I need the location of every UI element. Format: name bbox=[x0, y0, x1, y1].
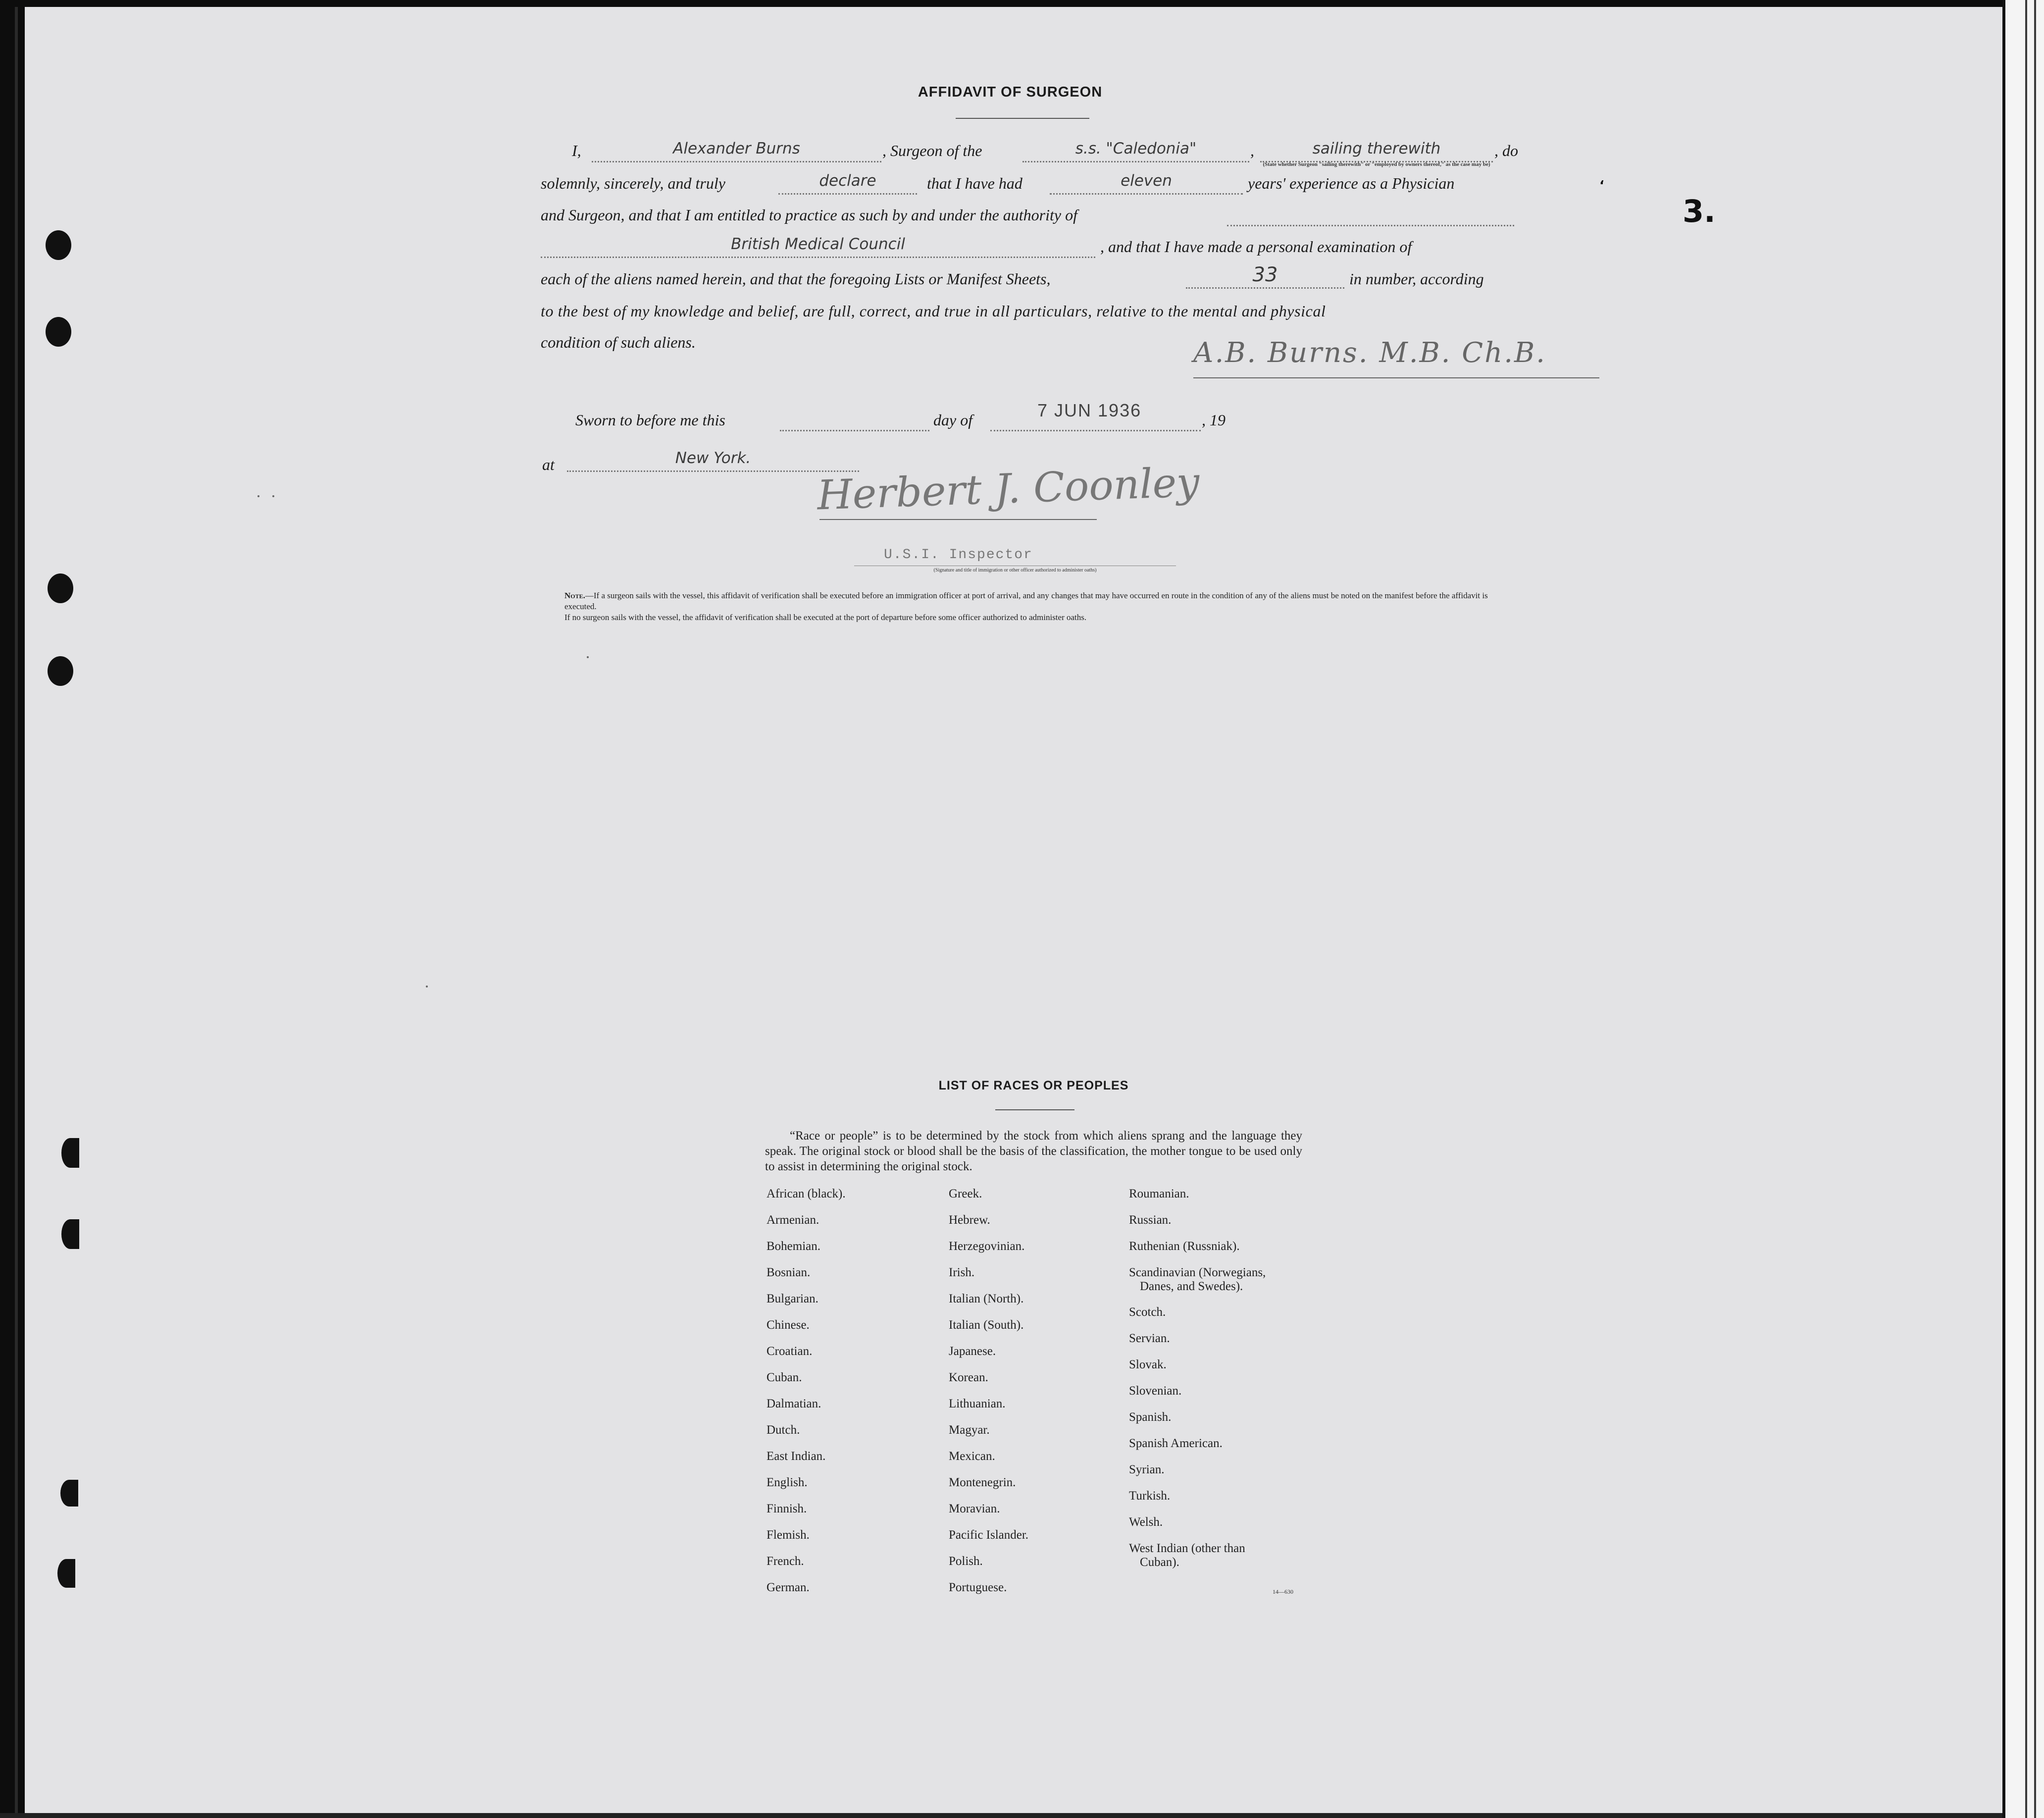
race-item: Mexican. bbox=[949, 1450, 995, 1463]
note-block bbox=[564, 590, 1515, 623]
race-item: Slovak. bbox=[1129, 1358, 1167, 1371]
race-item: Pacific Islander. bbox=[949, 1528, 1029, 1542]
scan-left-border-inner bbox=[15, 0, 18, 1818]
note-text-2: If no surgeon sails with the vessel, the affidavit of verification shall be executed at the port of departure before some officer authorized to administer oaths. bbox=[564, 613, 1087, 622]
race-item: Spanish. bbox=[1129, 1410, 1172, 1424]
affidavit-text: I, bbox=[572, 142, 581, 159]
race-item: Italian (South). bbox=[949, 1318, 1024, 1332]
punch-hole bbox=[60, 1480, 78, 1506]
affidavit-text: solemnly, sincerely, and truly bbox=[541, 174, 725, 192]
note-text-1: —If a surgeon sails with the vessel, this affidavit of verification shall be executed before an immigration officer at port of arrival, and any changes that may have occurred en route in the condition of any of the aliens must be noted on the manifest before the affidavit is executed. bbox=[564, 591, 1488, 611]
race-item: French. bbox=[766, 1555, 804, 1568]
race-item: German. bbox=[766, 1581, 810, 1594]
race-item: Scandinavian (Norwegians, bbox=[1129, 1266, 1266, 1279]
race-item: East Indian. bbox=[766, 1450, 826, 1463]
races-column-2 bbox=[949, 1187, 1132, 1607]
race-item: Bosnian. bbox=[766, 1266, 811, 1279]
race-item: Slovenian. bbox=[1129, 1384, 1182, 1398]
affidavit-text: to the best of my knowledge and belief, are full, correct, and true in all particulars, relative to the mental and physical bbox=[541, 302, 1326, 320]
surgeon-signature-line bbox=[1193, 377, 1599, 378]
race-item: Portuguese. bbox=[949, 1581, 1007, 1594]
note-label: Note. bbox=[564, 591, 585, 600]
authority-field-blank bbox=[1227, 200, 1514, 226]
race-item: Finnish. bbox=[766, 1502, 807, 1515]
race-item: Herzegovinian. bbox=[949, 1240, 1025, 1253]
race-item: Polish. bbox=[949, 1555, 983, 1568]
race-item: Roumanian. bbox=[1129, 1187, 1189, 1200]
race-item: Turkish. bbox=[1129, 1489, 1171, 1503]
scan-speck bbox=[426, 986, 428, 987]
sworn-text: , 19 bbox=[1202, 411, 1226, 429]
capacity-caption: (State whether Surgeon "sailing therewith" or "employed by owners thereof," as the case may be) bbox=[1263, 161, 1490, 167]
race-item: Greek. bbox=[949, 1187, 982, 1200]
race-item: African (black). bbox=[766, 1187, 846, 1200]
affidavit-text: and Surgeon, and that I am entitled to practice as such by and under the authority of bbox=[541, 206, 1077, 224]
race-item: Russian. bbox=[1129, 1213, 1172, 1227]
authority-field: British Medical Council bbox=[541, 232, 1095, 258]
punch-hole bbox=[61, 1138, 79, 1168]
inspector-signature: Herbert J. Coonley bbox=[816, 459, 1200, 519]
race-item: Japanese. bbox=[949, 1345, 996, 1358]
punch-hole bbox=[48, 573, 73, 603]
page-edge-line bbox=[2025, 0, 2027, 1818]
years-experience-field: eleven bbox=[1050, 168, 1243, 195]
race-item: Hebrew. bbox=[949, 1213, 990, 1227]
at-text: at bbox=[542, 456, 555, 473]
race-item: Ruthenian (Russniak). bbox=[1129, 1240, 1240, 1253]
scan-bottom-border bbox=[0, 1813, 2044, 1818]
affidavit-text: condition of such aliens. bbox=[541, 333, 696, 351]
race-item: Danes, and Swedes). bbox=[1140, 1280, 1243, 1293]
punch-hole bbox=[48, 656, 73, 686]
scan-speck bbox=[272, 495, 274, 497]
ship-name-field: s.s. "Caledonia" bbox=[1022, 136, 1249, 162]
manifest-sheets-field: 33 bbox=[1186, 262, 1344, 289]
races-intro: “Race or people” is to be determined by the stock from which aliens sprang and the language they speak. The original stock or blood shall be the basis of the classification, the mother tongue to be used only to assist in determining the original stock. bbox=[765, 1129, 1302, 1173]
race-item: Armenian. bbox=[766, 1213, 819, 1227]
race-item: Welsh. bbox=[1129, 1515, 1163, 1529]
affidavit-text: in number, according bbox=[1349, 270, 1484, 288]
race-item: Moravian. bbox=[949, 1502, 1000, 1515]
race-item: Dutch. bbox=[766, 1423, 800, 1437]
punch-hole bbox=[61, 1219, 79, 1249]
race-item: Spanish American. bbox=[1129, 1437, 1223, 1450]
scan-left-border bbox=[0, 0, 25, 1818]
punch-hole bbox=[57, 1559, 75, 1588]
form-number: 14—630 bbox=[1273, 1588, 1293, 1595]
scan-speck bbox=[257, 495, 259, 497]
sworn-text: day of bbox=[933, 411, 973, 429]
surgeon-name-field: Alexander Burns bbox=[592, 136, 881, 162]
page-right-edge bbox=[2002, 0, 2044, 1818]
punch-hole bbox=[46, 317, 71, 347]
race-item: Chinese. bbox=[766, 1318, 810, 1332]
race-item: Flemish. bbox=[766, 1528, 810, 1542]
race-item: Magyar. bbox=[949, 1423, 990, 1437]
declare-field: declare bbox=[778, 168, 917, 195]
race-item: Dalmatian. bbox=[766, 1397, 821, 1410]
race-item: Cuban). bbox=[1140, 1556, 1179, 1569]
title-underline bbox=[956, 118, 1089, 119]
officer-caption: (Signature and title of immigration or other officer authorized to administer oaths) bbox=[933, 568, 1097, 573]
scan-top-border bbox=[0, 0, 2044, 7]
race-item: Scotch. bbox=[1129, 1305, 1166, 1319]
races-column-3 bbox=[1129, 1187, 1312, 1582]
affidavit-text: , bbox=[1250, 142, 1254, 159]
scan-speck bbox=[587, 656, 589, 658]
race-item: Irish. bbox=[949, 1266, 975, 1279]
date-stamp: 7 JUN 1936 bbox=[1037, 400, 1142, 420]
affidavit-title: AFFIDAVIT OF SURGEON bbox=[918, 84, 1103, 100]
affidavit-text: each of the aliens named herein, and that the foregoing Lists or Manifest Sheets, bbox=[541, 270, 1051, 288]
affidavit-text: that I have had bbox=[927, 174, 1022, 192]
race-item: West Indian (other than bbox=[1129, 1542, 1245, 1555]
place-field: New York. bbox=[567, 446, 859, 472]
affidavit-text: , and that I have made a personal examination of bbox=[1100, 238, 1412, 256]
affidavit-text: , Surgeon of the bbox=[882, 142, 982, 159]
race-item: Korean. bbox=[949, 1371, 988, 1384]
race-item: Cuban. bbox=[766, 1371, 802, 1384]
race-item: Servian. bbox=[1129, 1332, 1170, 1345]
pencil-mark: ‘ bbox=[1599, 178, 1604, 193]
surgeon-capacity-field: sailing therewith bbox=[1260, 136, 1493, 162]
race-item: Bulgarian. bbox=[766, 1292, 818, 1305]
race-item: Italian (North). bbox=[949, 1292, 1024, 1305]
inspector-signature-line bbox=[819, 519, 1097, 520]
race-item: Syrian. bbox=[1129, 1463, 1165, 1476]
race-item: Lithuanian. bbox=[949, 1397, 1006, 1410]
surgeon-signature: A.B. Burns. M.B. Ch.B. bbox=[1193, 337, 1546, 369]
races-title-underline bbox=[995, 1109, 1074, 1110]
race-item: Croatian. bbox=[766, 1345, 813, 1358]
race-item: English. bbox=[766, 1476, 808, 1489]
sworn-text: Sworn to before me this bbox=[575, 411, 725, 429]
affidavit-text: years' experience as a Physician bbox=[1248, 174, 1455, 192]
page-edge-line bbox=[2034, 0, 2036, 1818]
sworn-day-field bbox=[780, 405, 929, 431]
punch-hole bbox=[46, 230, 71, 260]
race-item: Bohemian. bbox=[766, 1240, 821, 1253]
inspector-title: U.S.I. Inspector bbox=[884, 547, 1033, 563]
affidavit-text: , do bbox=[1494, 142, 1518, 159]
races-column-1 bbox=[766, 1187, 950, 1607]
race-item: Montenegrin. bbox=[949, 1476, 1016, 1489]
margin-page-number: 3. bbox=[1683, 193, 1716, 229]
races-title: LIST OF RACES OR PEOPLES bbox=[938, 1079, 1129, 1092]
